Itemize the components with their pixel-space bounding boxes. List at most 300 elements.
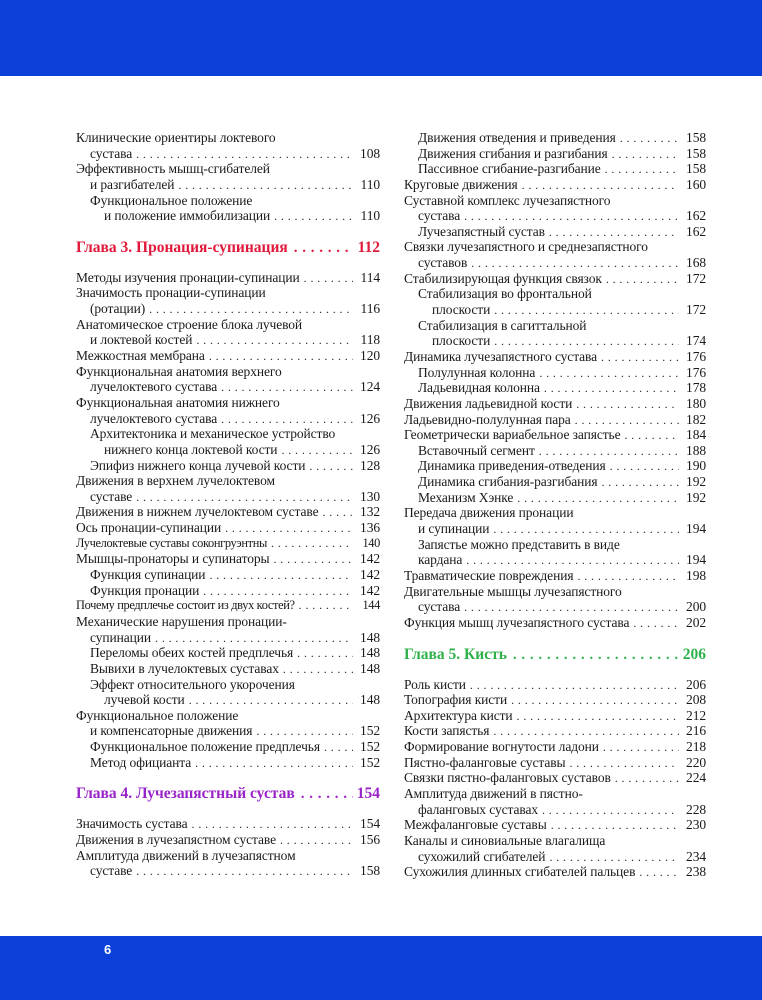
- toc-entry-title: Двигательные мышцы лучезапястного: [404, 583, 622, 599]
- dot-leader: [494, 303, 679, 319]
- toc-entry-page: 144: [362, 598, 380, 613]
- toc-entry-title: и локтевой костей: [90, 332, 193, 348]
- dot-leader: [192, 817, 353, 833]
- dot-leader: [271, 536, 353, 552]
- toc-entry-page: 220: [686, 754, 706, 770]
- toc-entry-page: 172: [686, 270, 706, 286]
- toc-entry[interactable]: [76, 832, 380, 848]
- dot-leader: [494, 334, 679, 350]
- toc-entry[interactable]: [404, 849, 706, 865]
- toc-entry-page: 194: [686, 552, 706, 568]
- toc-entry-page: 180: [686, 395, 706, 411]
- dot-leader: [576, 397, 679, 413]
- dot-leader: [493, 724, 679, 740]
- toc-entry[interactable]: [76, 317, 380, 333]
- toc-entry[interactable]: [76, 504, 380, 520]
- toc-entry-title: Амплитуда движений в лучезапястном: [76, 847, 296, 863]
- dot-leader: [196, 333, 353, 349]
- footer-band: [0, 936, 762, 1000]
- dot-leader: [517, 491, 679, 507]
- dot-leader: [610, 459, 679, 475]
- toc-entry[interactable]: [76, 567, 380, 583]
- dot-leader: [633, 616, 679, 632]
- toc-entry-title: Амплитуда движений в пястно-: [404, 785, 583, 801]
- toc-entry[interactable]: [404, 161, 706, 177]
- dot-leader: [189, 693, 353, 709]
- toc-entry[interactable]: [76, 411, 380, 427]
- toc-entry-page: 192: [686, 489, 706, 505]
- toc-entry-title: сустава: [418, 208, 461, 224]
- toc-entry-page: 234: [686, 848, 706, 864]
- toc-entry[interactable]: [404, 130, 706, 146]
- toc-entry-page: 218: [686, 739, 706, 755]
- toc-entry[interactable]: [76, 130, 380, 146]
- toc-entry[interactable]: [76, 426, 380, 442]
- toc-entry-page: 108: [360, 145, 380, 161]
- dot-leader: [620, 131, 679, 147]
- dot-leader: [280, 833, 353, 849]
- toc-entry[interactable]: [404, 770, 706, 786]
- dot-leader: [601, 475, 679, 491]
- chapter-page: 112: [357, 238, 380, 256]
- dot-leader: [539, 366, 679, 382]
- dot-leader: [605, 162, 679, 178]
- dot-leader: [544, 381, 679, 397]
- toc-entry-title: Методы изучения пронации-супинации: [76, 269, 300, 285]
- toc-entry-page: 238: [686, 864, 706, 880]
- toc-entry-title: Функциональное положение предплечья: [90, 739, 320, 755]
- toc-entry-title: Геометрически вариабельное запястье: [404, 427, 621, 443]
- toc-entry[interactable]: [404, 723, 706, 739]
- toc-entry[interactable]: [76, 348, 380, 364]
- toc-entry-title: Пассивное сгибание-разгибание: [418, 161, 601, 177]
- dot-leader: [209, 568, 353, 584]
- toc-entry[interactable]: [404, 474, 706, 490]
- toc-entry-page: 176: [686, 348, 706, 364]
- toc-entry[interactable]: [76, 395, 380, 411]
- toc-entry-title: Динамика лучезапястного сустава: [404, 348, 598, 364]
- dot-leader: [601, 350, 679, 366]
- dot-leader: [136, 490, 353, 506]
- toc-entry[interactable]: [76, 193, 380, 209]
- toc-entry-title: Стабилизация во фронтальной: [418, 286, 592, 302]
- toc-entry[interactable]: [76, 458, 380, 474]
- toc-entry-page: 172: [686, 302, 706, 318]
- toc-entry-title: сухожилий сгибателей: [418, 848, 546, 864]
- dot-leader: [274, 552, 354, 568]
- toc-entry-title: Динамика приведения-отведения: [418, 458, 606, 474]
- toc-entry[interactable]: [404, 146, 706, 162]
- toc-entry-page: 118: [360, 332, 380, 348]
- toc-entry-page: 208: [686, 692, 706, 708]
- dot-leader: [639, 865, 679, 881]
- chapter-heading[interactable]: [76, 238, 380, 258]
- toc-entry[interactable]: [404, 505, 706, 521]
- toc-entry-page: 120: [360, 348, 380, 364]
- toc-entry-title: Стабилизирующая функция связок: [404, 270, 602, 286]
- chapter-title: Глава 5. Кисть: [404, 645, 507, 663]
- toc-entry-title: Функциональная анатомия верхнего: [76, 363, 282, 379]
- toc-entry[interactable]: [76, 301, 380, 317]
- dot-leader: [464, 600, 679, 616]
- dot-leader: [577, 569, 679, 585]
- toc-entry[interactable]: [76, 739, 380, 755]
- toc-entry-title: супинации: [90, 629, 152, 645]
- dot-leader: [225, 521, 353, 537]
- dot-leader: [221, 380, 353, 396]
- toc-entry-page: 160: [686, 176, 706, 192]
- toc-entry-page: 190: [686, 458, 706, 474]
- toc-entry[interactable]: [404, 318, 706, 334]
- toc-entry[interactable]: [404, 239, 706, 255]
- dot-leader: [549, 850, 679, 866]
- toc-entry-page: 182: [686, 411, 706, 427]
- toc-entry-title: Значимость пронации-супинации: [76, 285, 266, 301]
- toc-entry-title: Межфаланговые суставы: [404, 817, 547, 833]
- toc-entry-page: 152: [360, 739, 380, 755]
- dot-leader: [603, 740, 679, 756]
- toc-entry-page: 142: [360, 582, 380, 598]
- toc-entry[interactable]: [404, 552, 706, 568]
- toc-entry-page: 156: [360, 831, 380, 847]
- toc-entry[interactable]: [404, 271, 706, 287]
- dot-leader: [297, 646, 353, 662]
- toc-entry-title: суставе: [90, 863, 133, 879]
- toc-entry-page: 184: [686, 427, 706, 443]
- toc-entry-page: 136: [360, 520, 380, 536]
- toc-column-right: [404, 130, 706, 880]
- dot-leader: [155, 631, 353, 647]
- toc-entry[interactable]: [404, 427, 706, 443]
- toc-entry-page: 158: [686, 130, 706, 145]
- toc-entry[interactable]: [76, 208, 380, 224]
- chapter-page: 206: [682, 645, 706, 663]
- toc-entry[interactable]: [76, 270, 380, 286]
- toc-entry-title: Функция мышц лучезапястного сустава: [404, 614, 630, 630]
- toc-entry-title: Движения сгибания и разгибания: [418, 145, 608, 161]
- toc-entry[interactable]: [404, 802, 706, 818]
- toc-entry-page: 168: [686, 255, 706, 271]
- toc-entry-title: Сухожилия длинных сгибателей пальцев: [404, 864, 636, 880]
- toc-entry-page: 192: [686, 474, 706, 490]
- dot-leader: [294, 238, 354, 258]
- dot-leader: [493, 522, 679, 538]
- dot-leader: [517, 709, 679, 725]
- toc-column-left: [76, 130, 380, 879]
- toc-entry[interactable]: [404, 521, 706, 537]
- toc-entry[interactable]: [404, 537, 706, 553]
- dot-leader: [539, 444, 679, 460]
- chapter-title: Глава 3. Пронация-супинация: [76, 238, 288, 256]
- dot-leader: [209, 349, 353, 365]
- dot-leader: [551, 818, 679, 834]
- dot-leader: [549, 225, 679, 241]
- toc-entry[interactable]: [404, 708, 706, 724]
- toc-entry[interactable]: [76, 614, 380, 630]
- toc-entry-title: Динамика сгибания-разгибания: [418, 474, 598, 490]
- toc-entry-title: Ладьевидная колонна: [418, 380, 540, 396]
- toc-entry-page: 148: [360, 660, 380, 676]
- toc-entry-page: 228: [686, 801, 706, 817]
- toc-entry-title: Механизм Хэнке: [418, 489, 514, 505]
- dot-leader: [324, 740, 353, 756]
- toc-entry-page: 148: [360, 629, 380, 645]
- toc-entry-title: Топография кисти: [404, 692, 508, 708]
- dot-leader: [301, 784, 353, 804]
- dot-leader: [470, 678, 679, 694]
- toc-entry-page: 212: [686, 707, 706, 723]
- toc-entry[interactable]: [76, 364, 380, 380]
- toc-entry-page: 176: [686, 364, 706, 380]
- toc-entry-title: и разгибателей: [90, 176, 175, 192]
- toc-entry-page: 174: [686, 333, 706, 349]
- toc-entry-title: Травматические повреждения: [404, 567, 574, 583]
- toc-entry[interactable]: [404, 349, 706, 365]
- toc-entry-title: Лучезапястный сустав: [418, 223, 545, 239]
- toc-entry-title: Архитектура кисти: [404, 707, 513, 723]
- toc-entry-page: 148: [360, 692, 380, 708]
- toc-entry[interactable]: [404, 692, 706, 708]
- toc-entry[interactable]: [76, 473, 380, 489]
- dot-leader: [466, 553, 679, 569]
- toc-entry-page: 158: [686, 145, 706, 161]
- toc-entry[interactable]: [76, 442, 380, 458]
- toc-entry[interactable]: [76, 332, 380, 348]
- dot-leader: [299, 598, 353, 614]
- toc-entry[interactable]: [404, 365, 706, 381]
- toc-entry-title: Функциональное положение: [76, 707, 239, 723]
- toc-entry[interactable]: [76, 848, 380, 864]
- toc-entry-page: 224: [686, 770, 706, 786]
- toc-entry-page: 178: [686, 380, 706, 396]
- toc-entry-title: Анатомическое строение блока лучевой: [76, 316, 303, 332]
- toc-entry[interactable]: [404, 864, 706, 880]
- toc-entry-title: Функция супинации: [90, 567, 206, 583]
- toc-entry[interactable]: [404, 490, 706, 506]
- toc-entry-title: суставе: [90, 488, 133, 504]
- dot-leader: [522, 178, 679, 194]
- toc-entry-title: Роль кисти: [404, 676, 466, 692]
- toc-entry[interactable]: [76, 692, 380, 708]
- page-number: 6: [104, 942, 112, 957]
- toc-entry-page: 142: [360, 551, 380, 567]
- toc-entry[interactable]: [76, 285, 380, 301]
- toc-entry-page: 126: [360, 441, 380, 457]
- toc-entry-title: кардана: [418, 552, 463, 568]
- toc-entry-title: Движения ладьевидной кости: [404, 395, 573, 411]
- toc-entry[interactable]: [404, 443, 706, 459]
- toc-entry[interactable]: [76, 489, 380, 505]
- toc-entry[interactable]: [76, 146, 380, 162]
- toc-entry[interactable]: [76, 583, 380, 599]
- dot-leader: [606, 272, 679, 288]
- toc-entry-title: Мышцы-пронаторы и супинаторы: [76, 551, 270, 567]
- toc-entry[interactable]: [76, 520, 380, 536]
- dot-leader: [203, 584, 353, 600]
- toc-entry-page: 124: [360, 379, 380, 395]
- toc-entry-title: Ось пронации-супинации: [76, 520, 222, 536]
- chapter-title: Глава 4. Лучезапястный сустав: [76, 785, 295, 803]
- toc-entry-title: Клинические ориентиры локтевого: [76, 130, 276, 145]
- dot-leader: [178, 178, 353, 194]
- chapter-page: 154: [356, 785, 380, 803]
- dot-leader: [281, 443, 353, 459]
- toc-entry-page: 152: [360, 723, 380, 739]
- dot-leader: [569, 756, 679, 772]
- toc-entry[interactable]: [76, 661, 380, 677]
- dot-leader: [464, 209, 679, 225]
- toc-entry[interactable]: [404, 177, 706, 193]
- toc-entry[interactable]: [404, 615, 706, 631]
- toc-entry-page: 132: [360, 504, 380, 520]
- toc-entry[interactable]: [404, 255, 706, 271]
- toc-entry-title: Полулунная колонна: [418, 364, 536, 380]
- toc-entry[interactable]: [76, 598, 380, 614]
- toc-entry-title: Связки пястно-фаланговых суставов: [404, 770, 611, 786]
- dot-leader: [195, 756, 353, 772]
- toc-entry-title: Почему предплечье состоит из двух костей?: [76, 598, 295, 613]
- dot-leader: [624, 428, 679, 444]
- toc-entry-title: плоскости: [432, 302, 491, 318]
- dot-leader: [511, 693, 679, 709]
- toc-entry-title: Движения в нижнем лучелоктевом суставе: [76, 504, 319, 520]
- toc-entry-title: лучевой кости: [104, 692, 185, 708]
- dot-leader: [149, 302, 353, 318]
- toc-entry[interactable]: [404, 380, 706, 396]
- toc-entry-title: лучелоктевого сустава: [90, 410, 218, 426]
- toc-entry[interactable]: [404, 599, 706, 615]
- toc-entry-title: Архитектоника и механическое устройство: [90, 426, 336, 442]
- toc-entry-title: Суставной комплекс лучезапястного: [404, 192, 611, 208]
- toc-entry-page: 128: [360, 457, 380, 473]
- toc-entry-title: Метод официанта: [90, 754, 192, 770]
- toc-entry-page: 158: [686, 161, 706, 177]
- toc-entry[interactable]: [76, 863, 380, 879]
- dot-leader: [615, 771, 679, 787]
- toc-entry-title: сустава: [90, 145, 133, 161]
- toc-entry-page: 202: [686, 614, 706, 630]
- toc-entry[interactable]: [76, 379, 380, 395]
- toc-entry-page: 158: [360, 863, 380, 879]
- dot-leader: [309, 459, 353, 475]
- toc-entry[interactable]: [404, 302, 706, 318]
- toc-entry-title: Круговые движения: [404, 176, 518, 192]
- toc-entry-page: 116: [360, 301, 380, 317]
- toc-entry[interactable]: [76, 630, 380, 646]
- toc-entry-title: плоскости: [432, 333, 491, 349]
- toc-entry[interactable]: [76, 177, 380, 193]
- toc-entry-title: Функция пронации: [90, 582, 200, 598]
- toc-entry[interactable]: [404, 755, 706, 771]
- toc-entry-title: и положение иммобилизации: [104, 208, 271, 224]
- toc-entry[interactable]: [404, 412, 706, 428]
- toc-entry-title: и супинации: [418, 521, 490, 537]
- toc-entry[interactable]: [76, 816, 380, 832]
- dot-leader: [322, 505, 353, 521]
- toc-entry[interactable]: [404, 817, 706, 833]
- toc-entry[interactable]: [404, 224, 706, 240]
- toc-entry-title: Формирование вогнутости ладони: [404, 739, 599, 755]
- toc-entry-title: Связки лучезапястного и среднезапястного: [404, 239, 648, 255]
- dot-leader: [136, 864, 353, 880]
- toc-entry[interactable]: [404, 739, 706, 755]
- toc-entry-page: 110: [360, 208, 380, 224]
- toc-entry-title: Вывихи в лучелоктевых суставах: [90, 660, 279, 676]
- dot-leader: [513, 645, 679, 665]
- toc-entry[interactable]: [76, 551, 380, 567]
- dot-leader: [283, 662, 353, 678]
- toc-entry-page: 206: [686, 676, 706, 692]
- toc-entry-title: Значимость сустава: [76, 816, 188, 832]
- toc-entry[interactable]: [404, 458, 706, 474]
- toc-entry-title: Ладьевидно-полулунная пара: [404, 411, 571, 427]
- toc-entry[interactable]: [404, 584, 706, 600]
- dot-leader: [575, 413, 679, 429]
- toc-entry-title: Пястно-фаланговые суставы: [404, 754, 566, 770]
- toc-entry-title: суставов: [418, 255, 468, 271]
- toc-entry-page: 140: [362, 535, 380, 550]
- toc-entry[interactable]: [76, 161, 380, 177]
- toc-entry-page: 110: [360, 176, 380, 192]
- toc-entry-page: 230: [686, 817, 706, 833]
- toc-entry[interactable]: [76, 645, 380, 661]
- toc-entry[interactable]: [404, 833, 706, 849]
- toc-entry-title: Переломы обеих костей предплечья: [90, 645, 294, 661]
- toc-entry-title: Движения в лучезапястном суставе: [76, 831, 276, 847]
- toc-entry[interactable]: [404, 333, 706, 349]
- toc-entry-page: 188: [686, 442, 706, 458]
- toc-entry-title: нижнего конца локтевой кости: [104, 441, 278, 457]
- toc-entry-page: 162: [686, 208, 706, 224]
- toc-entry[interactable]: [404, 286, 706, 302]
- toc-entry-title: Передача движения пронации: [404, 505, 574, 521]
- toc-entry-title: сустава: [418, 599, 461, 615]
- toc-entry-title: лучелоктевого сустава: [90, 379, 218, 395]
- toc-entry[interactable]: [404, 677, 706, 693]
- toc-entry-page: 162: [686, 223, 706, 239]
- chapter-heading[interactable]: [404, 645, 706, 665]
- toc-entry-page: 148: [360, 645, 380, 661]
- toc-entry[interactable]: [404, 786, 706, 802]
- toc-entry[interactable]: [404, 568, 706, 584]
- toc-entry[interactable]: [76, 708, 380, 724]
- toc-entry-title: Эффект относительного укорочения: [90, 676, 295, 692]
- toc-entry-title: Лучелоктевые суставы соконгруэнтны: [76, 535, 267, 550]
- header-band: [0, 0, 762, 76]
- toc-entry[interactable]: [76, 677, 380, 693]
- toc-entry-page: 126: [360, 410, 380, 426]
- toc-entry[interactable]: [404, 193, 706, 209]
- toc-entry-page: 200: [686, 599, 706, 615]
- toc-entry-title: Эпифиз нижнего конца лучевой кости: [90, 457, 306, 473]
- toc-entry[interactable]: [404, 208, 706, 224]
- toc-entry-title: (ротации): [90, 301, 146, 317]
- toc-entry[interactable]: [76, 723, 380, 739]
- toc-entry-title: Кости запястья: [404, 723, 490, 739]
- toc-entry-page: 216: [686, 723, 706, 739]
- toc-entry-title: Движения в верхнем лучелоктевом: [76, 473, 275, 489]
- toc-entry-title: Межкостная мембрана: [76, 348, 205, 364]
- toc-entry-page: 142: [360, 567, 380, 583]
- toc-entry[interactable]: [76, 755, 380, 771]
- toc-entry-page: 130: [360, 488, 380, 504]
- chapter-heading[interactable]: [76, 784, 380, 804]
- toc-entry[interactable]: [76, 536, 380, 552]
- dot-leader: [471, 256, 679, 272]
- dot-leader: [274, 209, 353, 225]
- toc-entry-title: Функциональная анатомия нижнего: [76, 394, 280, 410]
- toc-entry[interactable]: [404, 396, 706, 412]
